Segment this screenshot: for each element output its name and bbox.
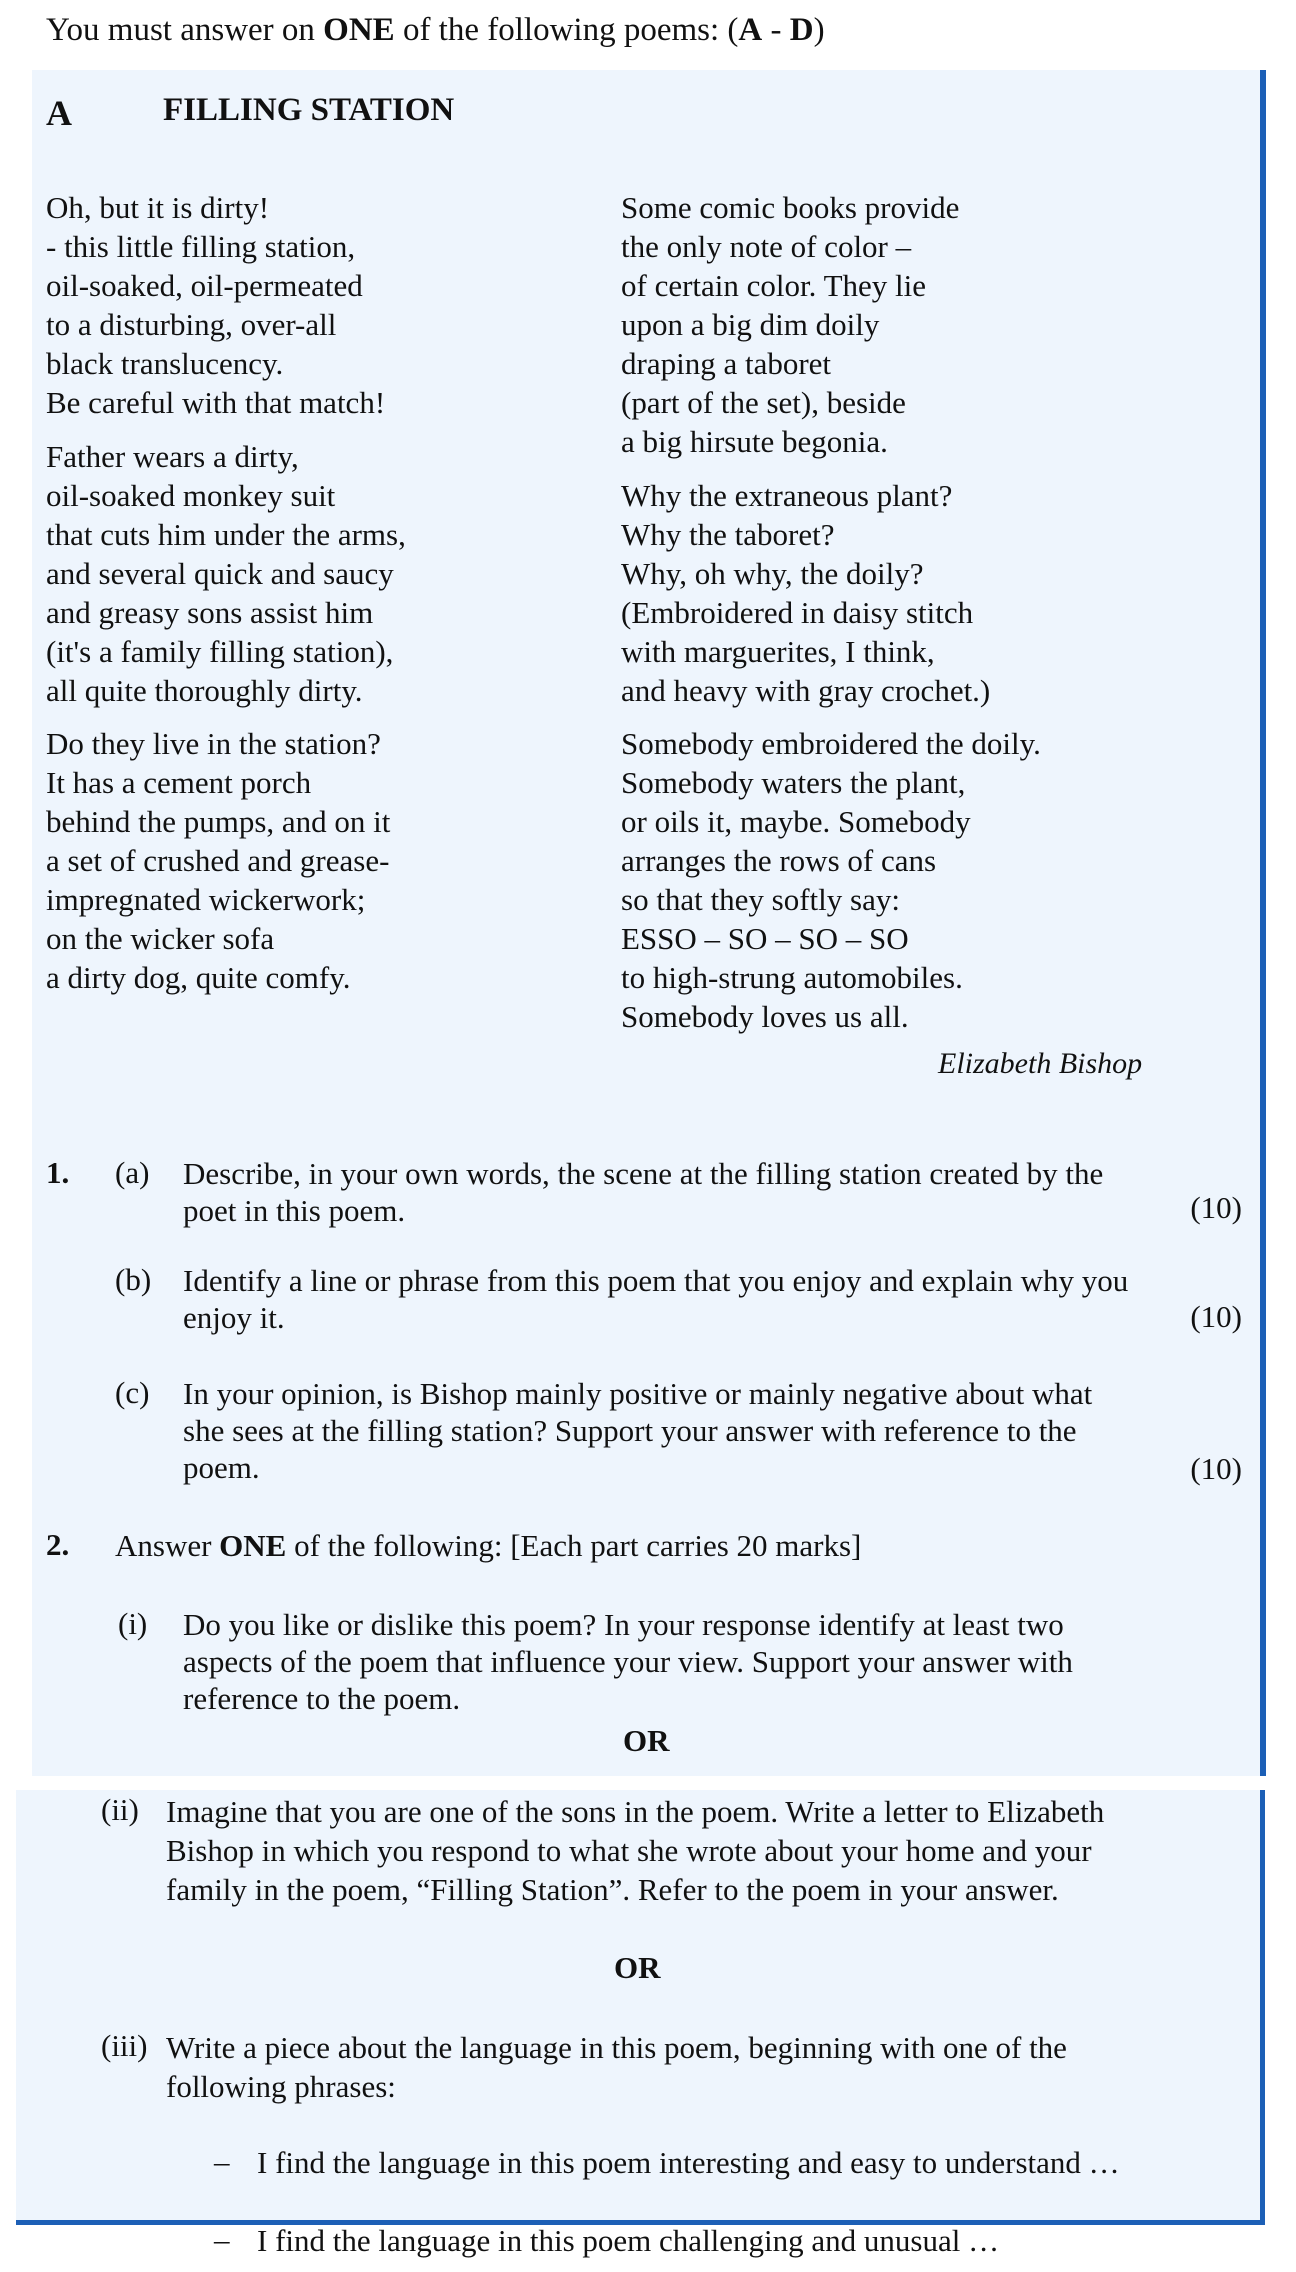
poem-line: or oils it, maybe. Somebody [621,804,971,839]
question-line: Bishop in which you respond to what she wrote about your home and your [166,1833,1092,1868]
stanza-right-2 [621,476,990,710]
stanza-left-3 [46,724,390,997]
poem-line: a dirty dog, quite comfy. [46,960,351,995]
bullet-dash-1: – [214,2144,230,2179]
q1a-marks: (10) [1190,1190,1242,1225]
question-line: poem. [183,1450,260,1485]
poem-line: with marguerites, I think, [621,634,935,669]
question-line: In your opinion, is Bishop mainly positive or mainly negative about what [183,1376,1093,1411]
question-line: enjoy it. [183,1300,285,1335]
stanza-left-1 [46,188,385,422]
poem-line: behind the pumps, and on it [46,804,391,839]
poem-line: - this little filling station, [46,229,356,264]
or-divider-1: OR [623,1723,670,1758]
or-divider-2: OR [614,1950,661,1985]
q2-intro: Answer ONE of the following: [Each part carries 20 marks] [115,1528,862,1563]
q2iii-label: (iii) [101,2028,148,2063]
poem-line: upon a big dim doily [621,307,880,342]
poem-line: draping a taboret [621,346,832,381]
question-line: Do you like or dislike this poem? In your response identify at least two [183,1607,1064,1642]
q1b-label: (b) [115,1262,152,1297]
q1c-text [183,1375,1092,1486]
q2iii-text [166,2028,1067,2106]
q1c-marks: (10) [1190,1451,1242,1486]
question-line: Write a piece about the language in this poem, beginning with one of the [166,2030,1067,2065]
poem-line: (it's a family filling station), [46,634,394,669]
q2i-text [183,1606,1073,1717]
bullet-dash-2: – [214,2222,230,2257]
poem-line: Why the extraneous plant? [621,478,953,513]
q2ii-label: (ii) [101,1792,139,1827]
q1b-text [183,1262,1128,1336]
poem-line: Somebody loves us all. [621,999,909,1034]
poem-title: FILLING STATION [163,92,455,128]
question-line: Identify a line or phrase from this poem that you enjoy and explain why you [183,1263,1129,1298]
poem-line: Some comic books provide [621,190,960,225]
poem-line: (part of the set), beside [621,385,906,420]
poem-line: Do they live in the station? [46,726,381,761]
poem-line: to a disturbing, over-all [46,307,337,342]
poem-line: Be careful with that match! [46,385,386,420]
poem-letter: A [46,93,72,133]
question-line: poet in this poem. [183,1193,406,1228]
poem-author: Elizabeth Bishop [938,1047,1143,1080]
q2ii-text [166,1792,1104,1909]
poem-line: so that they softly say: [621,882,900,917]
question-1-number: 1. [46,1155,70,1190]
poem-line: that cuts him under the arms, [46,517,406,552]
q1a-label: (a) [115,1155,150,1190]
poem-line: on the wicker sofa [46,921,275,956]
poem-line: of certain color. They lie [621,268,927,303]
bullet-phrase-1: I find the language in this poem interesting and easy to understand … [257,2145,1120,2180]
instruction-text: You must answer on ONE of the following poems: (A - D) [46,12,825,48]
poem-line: It has a cement porch [46,765,312,800]
stanza-right-3 [621,724,1041,1036]
question-line: reference to the poem. [183,1681,461,1716]
poem-line: Why the taboret? [621,517,835,552]
poem-line: Somebody waters the plant, [621,765,966,800]
question-line: she sees at the filling station? Support your answer with reference to the [183,1413,1077,1448]
poem-line: arranges the rows of cans [621,843,937,878]
poem-line: a big hirsute begonia. [621,424,888,459]
poem-line: Why, oh why, the doily? [621,556,924,591]
q2i-label: (i) [118,1606,148,1641]
poem-line: black translucency. [46,346,284,381]
poem-line: the only note of color – [621,229,912,264]
poem-line: Oh, but it is dirty! [46,190,270,225]
poem-line: Somebody embroidered the doily. [621,726,1041,761]
question-line: Imagine that you are one of the sons in the poem. Write a letter to Elizabeth [166,1794,1105,1829]
poem-line: all quite thoroughly dirty. [46,673,363,708]
question-line: Describe, in your own words, the scene at the filling station created by the [183,1156,1104,1191]
poem-line: a set of crushed and grease- [46,843,390,878]
poem-line: and heavy with gray crochet.) [621,673,991,708]
q1a-text [183,1155,1103,1229]
poem-line: and greasy sons assist him [46,595,374,630]
poem-line: (Embroidered in daisy stitch [621,595,974,630]
q1c-label: (c) [115,1375,150,1410]
stanza-left-2 [46,437,406,710]
poem-line: Father wears a dirty, [46,439,299,474]
question-line: aspects of the poem that influence your view. Support your answer with [183,1644,1073,1679]
poem-line: impregnated wickerwork; [46,882,366,917]
poem-line: and several quick and saucy [46,556,394,591]
question-2-number: 2. [46,1527,70,1562]
q1b-marks: (10) [1190,1299,1242,1334]
poem-line: oil-soaked, oil-permeated [46,268,363,303]
question-line: following phrases: [166,2069,396,2104]
stanza-right-1 [621,188,959,461]
poem-line: to high-strung automobiles. [621,960,963,995]
bullet-phrase-2: I find the language in this poem challenging and unusual … [257,2223,1000,2258]
question-line: family in the poem, “Filling Station”. Refer to the poem in your answer. [166,1872,1059,1907]
poem-line: ESSO – SO – SO – SO [621,921,909,956]
poem-line: oil-soaked monkey suit [46,478,336,513]
